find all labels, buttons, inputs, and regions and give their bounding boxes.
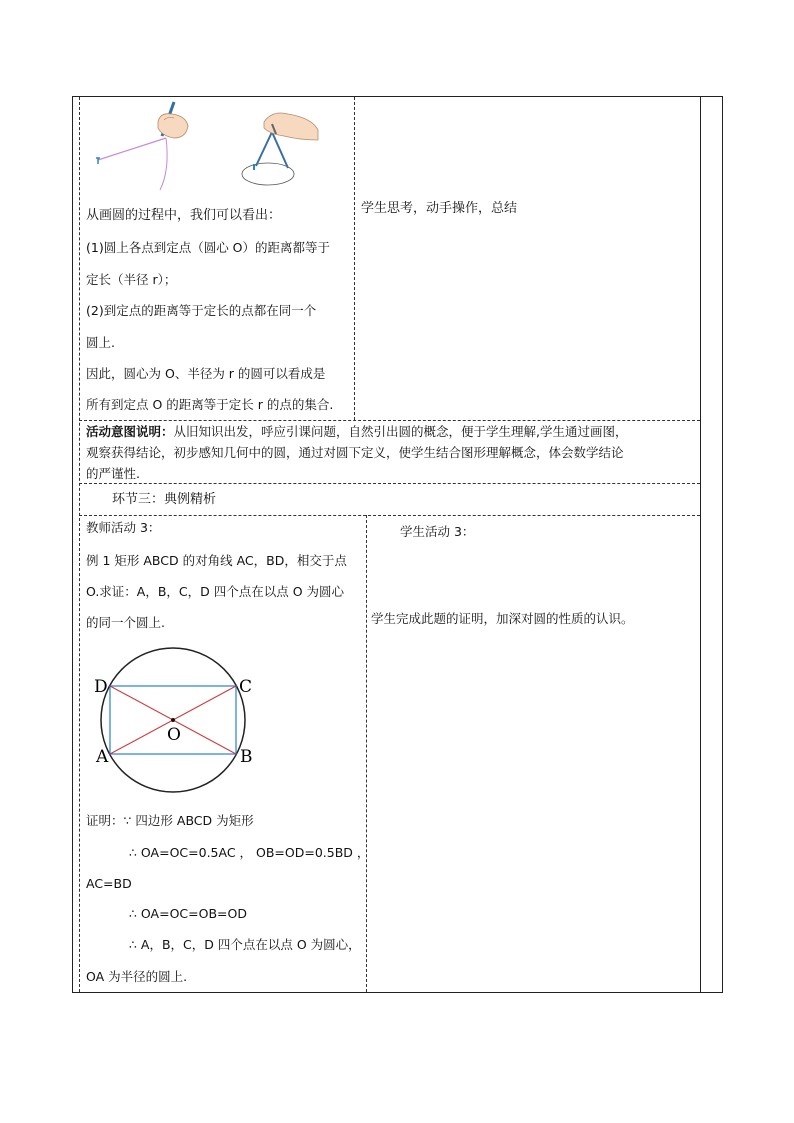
lower-column-divider xyxy=(366,515,367,992)
label-d: D xyxy=(94,677,108,697)
intent-text-1: 从旧知识出发，呼应引课问题，自然引出圆的概念，便于学生理解,学生通过画图， xyxy=(173,424,628,439)
observation-point-1a: (1)圆上各点到定点（圆心 O）的距离都等于 xyxy=(86,240,331,255)
proof-line-3: AC=BD xyxy=(86,876,132,891)
proof-line-1: 证明：∵ 四边形 ABCD 为矩形 xyxy=(86,813,254,828)
observation-intro: 从画圆的过程中，我们可以看出： xyxy=(86,208,282,223)
table-left-border xyxy=(72,96,73,992)
student-thinking-text: 学生思考，动手操作，总结 xyxy=(361,201,518,216)
section-title: 环节三：典例精析 xyxy=(112,492,217,507)
observation-point-1b: 定长（半径 r）； xyxy=(86,272,177,287)
intent-line-2: 观察获得结论，初步感知几何中的圆，通过对圆下定义，使学生结合图形理解概念，体会数学结论 xyxy=(86,445,624,460)
proof-line-6: OA 为半径的圆上. xyxy=(86,969,188,984)
drawing-illustration xyxy=(88,100,338,200)
table-bottom-border xyxy=(72,992,723,993)
rectangle-in-circle-figure xyxy=(88,640,264,800)
label-a: A xyxy=(96,747,109,767)
center-point-o xyxy=(171,718,175,722)
row-divider-3 xyxy=(79,515,700,516)
label-c: C xyxy=(239,677,253,697)
row-divider-2 xyxy=(79,483,700,484)
student-activity-text: 学生完成此题的证明，加深对圆的性质的认识。 xyxy=(371,611,634,626)
compass-figure xyxy=(242,113,318,185)
intent-line-1 xyxy=(86,424,628,440)
circle-definition-a: 因此，圆心为 O、半径为 r 的圆可以看成是 xyxy=(86,366,326,381)
example-line-2: O.求证：A，B，C，D 四个点在以点 O 为圆心 xyxy=(86,584,345,599)
label-o: O xyxy=(167,725,181,745)
example-line-1: 例 1 矩形 ABCD 的对角线 AC，BD，相交于点 xyxy=(86,553,347,568)
proof-line-2: ∴ OA=OC=0.5AC ， OB=OD=0.5BD ， xyxy=(129,845,370,860)
table-right-border xyxy=(722,96,723,992)
intent-label: 活动意图说明： xyxy=(86,424,174,439)
observation-point-2b: 圆上. xyxy=(86,335,115,350)
student-activity-heading: 学生活动 3： xyxy=(400,524,475,539)
table-top-border xyxy=(72,96,723,97)
example-line-3: 的同一个圆上. xyxy=(86,615,165,630)
proof-line-5: ∴ A，B，C，D 四个点在以点 O 为圆心， xyxy=(129,937,361,952)
row-divider-1 xyxy=(79,420,700,421)
teacher-activity-heading: 教师活动 3： xyxy=(86,520,161,535)
circle-definition-b: 所有到定点 O 的距离等于定长 r 的点的集合. xyxy=(86,397,334,412)
proof-line-4: ∴ OA=OC=OB=OD xyxy=(129,906,247,921)
intent-line-3: 的严谨性. xyxy=(86,466,140,481)
cell-left-edge xyxy=(79,97,80,992)
table-right-inner-border xyxy=(700,96,701,992)
string-pencil-figure xyxy=(96,102,188,190)
observation-point-2a: (2)到定点的距离等于定长的点都在同一个 xyxy=(86,303,317,318)
upper-column-divider xyxy=(354,97,355,420)
label-b: B xyxy=(240,747,253,767)
